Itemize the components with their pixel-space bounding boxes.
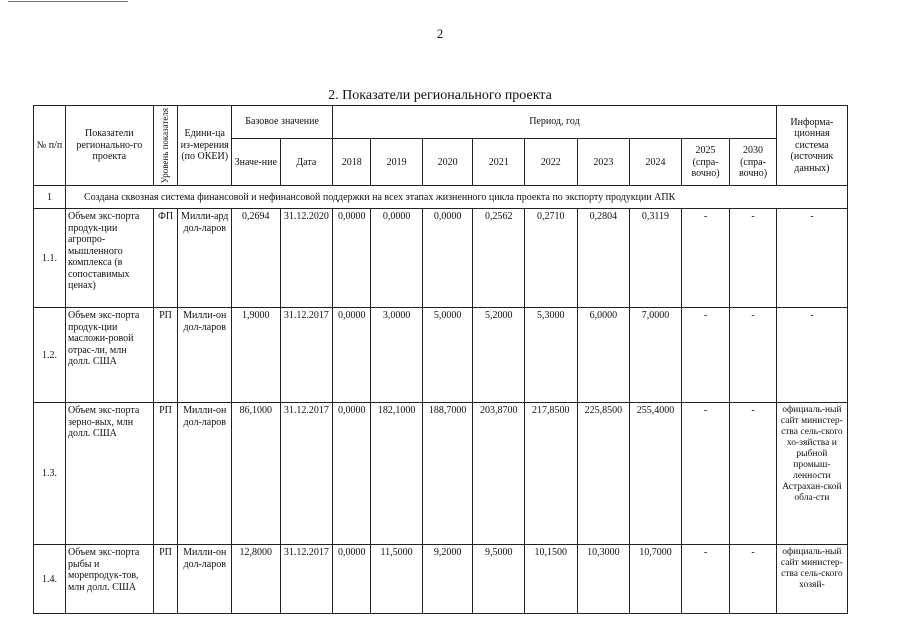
row-num: 1.2.	[34, 308, 66, 403]
row-level: РП	[153, 403, 178, 545]
header-level	[153, 106, 178, 186]
row-value: 0,2562	[473, 209, 525, 308]
header-level-text: Уровень показателя	[159, 108, 170, 184]
row-value: 0,0000	[333, 209, 371, 308]
header-year: 2022	[524, 139, 577, 186]
row-2025: -	[681, 308, 729, 403]
row-value: 11,5000	[371, 545, 423, 614]
row-2030: -	[730, 209, 776, 308]
row-value: 188,7000	[422, 403, 473, 545]
row-2025: -	[681, 403, 729, 545]
header-year: 2024	[630, 139, 682, 186]
row-value: 255,4000	[630, 403, 682, 545]
row-2025: -	[681, 209, 729, 308]
header-year: 2021	[473, 139, 525, 186]
row-indicator-name: Объем экс-порта продук-ции масложи-ровой отрас-ли, млн долл. США	[65, 308, 153, 403]
row-value: 10,7000	[630, 545, 682, 614]
table-row	[34, 209, 848, 308]
row-value: 0,0000	[422, 209, 473, 308]
row-value: 5,3000	[524, 308, 577, 403]
row-2030: -	[730, 545, 776, 614]
row-value: 0,2804	[577, 209, 630, 308]
row-base-value: 86,1000	[232, 403, 280, 545]
row-value: 182,1000	[371, 403, 423, 545]
row-base-date: 31.12.2020	[280, 209, 333, 308]
row-value: 225,8500	[577, 403, 630, 545]
header-base-date: Дата	[280, 139, 333, 186]
row-base-value: 1,9000	[232, 308, 280, 403]
row-value: 0,0000	[371, 209, 423, 308]
row-value: 6,0000	[577, 308, 630, 403]
row-value: 3,0000	[371, 308, 423, 403]
row-num: 1.4.	[34, 545, 66, 614]
table-row	[34, 545, 848, 614]
row-indicator-name: Объем экс-порта рыбы и морепродук-тов, млн долл. США	[65, 545, 153, 614]
row-value: 0,2710	[524, 209, 577, 308]
top-edge-line	[8, 1, 128, 2]
row-value: 5,2000	[473, 308, 525, 403]
indicators-table	[33, 105, 848, 614]
row-num: 1.3.	[34, 403, 66, 545]
row-unit: Милли-он дол-ларов	[178, 545, 232, 614]
header-num: № п/п	[34, 106, 66, 186]
section-row	[34, 186, 848, 209]
header-info: Информа-ционная система (источник данных)	[776, 106, 847, 186]
row-info-source: -	[776, 308, 847, 403]
row-indicator-name: Объем экс-порта продук-ции агропро-мышленного комплекса (в сопоставимых ценах)	[65, 209, 153, 308]
row-value: 9,2000	[422, 545, 473, 614]
row-value: 10,3000	[577, 545, 630, 614]
section-text: Создана сквозная система финансовой и нефинансовой поддержки на всех этапах жизненного цикла проекта по экспорту продукции АПК	[65, 186, 847, 209]
row-value: 217,8500	[524, 403, 577, 545]
header-unit: Едини-ца из-мерения (по ОКЕИ)	[178, 106, 232, 186]
header-period: Период, год	[333, 106, 777, 139]
row-base-date: 31.12.2017	[280, 545, 333, 614]
row-base-date: 31.12.2017	[280, 308, 333, 403]
header-year-2025: 2025 (спра-вочно)	[681, 139, 729, 186]
row-level: РП	[153, 545, 178, 614]
row-2030: -	[730, 403, 776, 545]
row-info-source: официаль-ный сайт министер-ства сель-ского хо-зяйства и рыбной промыш-ленности Астрахан-ской обла-сти	[776, 403, 847, 545]
header-row-1	[34, 106, 848, 139]
section-title: 2. Показатели регионального проекта	[328, 88, 552, 103]
table-row	[34, 308, 848, 403]
row-value: 0,0000	[333, 403, 371, 545]
row-level: ФП	[153, 209, 178, 308]
header-year: 2018	[333, 139, 371, 186]
row-info-source: -	[776, 209, 847, 308]
header-year: 2020	[422, 139, 473, 186]
header-base: Базовое значение	[232, 106, 333, 139]
row-value: 7,0000	[630, 308, 682, 403]
row-value: 203,8700	[473, 403, 525, 545]
header-year: 2023	[577, 139, 630, 186]
row-value: 0,0000	[333, 545, 371, 614]
row-value: 9,5000	[473, 545, 525, 614]
row-base-date: 31.12.2017	[280, 403, 333, 545]
section-num: 1	[34, 186, 66, 209]
header-indicator: Показатели регионально-го проекта	[65, 106, 153, 186]
row-unit: Милли-ард дол-ларов	[178, 209, 232, 308]
row-value: 5,0000	[422, 308, 473, 403]
row-unit: Милли-он дол-ларов	[178, 403, 232, 545]
header-year: 2019	[371, 139, 423, 186]
row-num: 1.1.	[34, 209, 66, 308]
row-base-value: 12,8000	[232, 545, 280, 614]
page-number: 2	[436, 26, 444, 41]
row-2025: -	[681, 545, 729, 614]
table-row	[34, 403, 848, 545]
row-unit: Милли-он дол-ларов	[178, 308, 232, 403]
row-2030: -	[730, 308, 776, 403]
row-value: 10,1500	[524, 545, 577, 614]
row-value: 0,0000	[333, 308, 371, 403]
row-indicator-name: Объем экс-порта зерно-вых, млн долл. США	[65, 403, 153, 545]
row-level: РП	[153, 308, 178, 403]
row-value: 0,3119	[630, 209, 682, 308]
header-base-value: Значе-ние	[232, 139, 280, 186]
header-year-2030: 2030 (спра-вочно)	[730, 139, 776, 186]
row-info-source: официаль-ный сайт министер-ства сель-ского хозяй-	[776, 545, 847, 614]
row-base-value: 0,2694	[232, 209, 280, 308]
